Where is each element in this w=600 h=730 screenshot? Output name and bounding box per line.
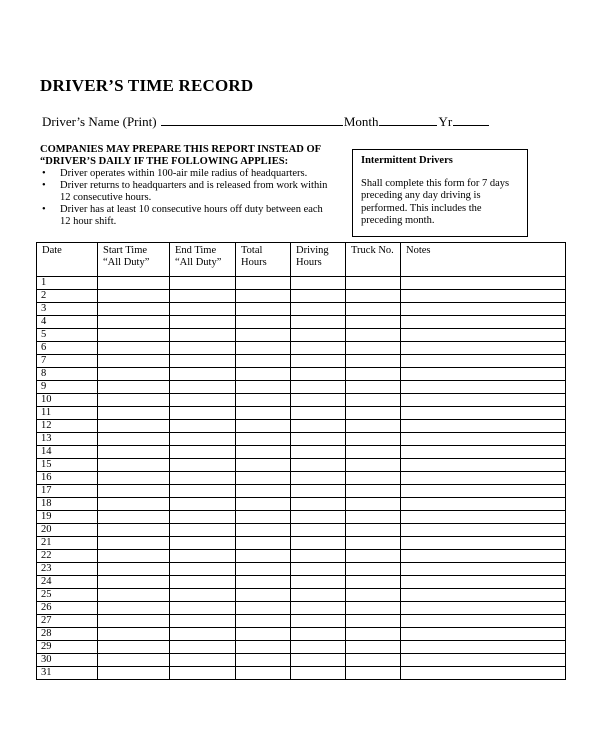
driving-hours-cell[interactable] [291,472,346,485]
notes-cell[interactable] [401,472,566,485]
driving-hours-cell[interactable] [291,485,346,498]
month-field[interactable] [379,113,437,126]
start-time-cell[interactable] [98,277,170,290]
date-cell: 22 [37,550,98,563]
total-hours-cell[interactable] [236,576,291,589]
date-cell: 21 [37,537,98,550]
date-cell: 12 [37,420,98,433]
year-label: Yr [438,114,453,129]
total-hours-cell[interactable] [236,277,291,290]
truck-no-cell[interactable] [346,537,401,550]
table-row [37,407,566,420]
start-time-cell[interactable] [98,576,170,589]
table-row [37,498,566,511]
condition-item [40,204,340,228]
date-cell: 16 [37,472,98,485]
notes-cell[interactable] [401,628,566,641]
date-cell: 20 [37,524,98,537]
date-cell: 25 [37,589,98,602]
header-end-time: End Time “All Duty” [170,243,236,277]
total-hours-cell[interactable] [236,524,291,537]
notes-cell[interactable] [401,602,566,615]
end-time-cell[interactable] [170,277,236,290]
truck-no-cell[interactable] [346,407,401,420]
start-time-cell[interactable] [98,589,170,602]
end-time-cell[interactable] [170,407,236,420]
start-time-cell[interactable] [98,602,170,615]
driving-hours-cell[interactable] [291,459,346,472]
notes-cell[interactable] [401,459,566,472]
start-time-cell[interactable] [98,537,170,550]
table-row [37,394,566,407]
date-cell: 5 [37,329,98,342]
driving-hours-cell[interactable] [291,329,346,342]
total-hours-cell[interactable] [236,472,291,485]
time-record-table [36,242,566,680]
notes-cell[interactable] [401,277,566,290]
truck-no-cell[interactable] [346,277,401,290]
date-cell: 3 [37,303,98,316]
intermittent-drivers-box [352,149,528,237]
date-cell: 17 [37,485,98,498]
header-truck-no: Truck No. [346,243,401,277]
start-time-cell[interactable] [98,303,170,316]
notes-cell[interactable] [401,368,566,381]
date-cell: 30 [37,654,98,667]
driving-hours-cell[interactable] [291,381,346,394]
truck-no-cell[interactable] [346,576,401,589]
page-title: DRIVER’S TIME RECORD [40,76,254,95]
bullet-icon: • [42,168,46,179]
table-row [37,290,566,303]
start-time-cell[interactable] [98,459,170,472]
condition-text: Driver returns to headquarters and is released from work within [60,180,328,191]
total-hours-cell[interactable] [236,485,291,498]
notes-cell[interactable] [401,641,566,654]
end-time-cell[interactable] [170,329,236,342]
notes-cell[interactable] [401,524,566,537]
driver-name-label: Driver’s Name (Print) [42,114,157,129]
end-time-cell[interactable] [170,485,236,498]
date-cell: 11 [37,407,98,420]
end-time-cell[interactable] [170,667,236,680]
end-time-cell[interactable] [170,446,236,459]
notes-cell[interactable] [401,576,566,589]
header-date: Date [37,243,98,277]
notes-cell[interactable] [401,446,566,459]
notes-cell[interactable] [401,485,566,498]
date-cell: 4 [37,316,98,329]
condition-item [40,168,340,180]
truck-no-cell[interactable] [346,329,401,342]
condition-text: 12 hour shift. [60,216,117,227]
start-time-cell[interactable] [98,511,170,524]
date-cell: 15 [37,459,98,472]
total-hours-cell[interactable] [236,615,291,628]
start-time-cell[interactable] [98,485,170,498]
intermittent-text: performed. This includes the [361,202,482,214]
total-hours-cell[interactable] [236,498,291,511]
start-time-cell[interactable] [98,641,170,654]
date-cell: 9 [37,381,98,394]
truck-no-cell[interactable] [346,433,401,446]
truck-no-cell[interactable] [346,459,401,472]
condition-text: Driver operates within 100-air mile radius of headquarters. [60,168,308,179]
end-time-cell[interactable] [170,459,236,472]
driving-hours-cell[interactable] [291,303,346,316]
start-time-cell[interactable] [98,355,170,368]
bullet-icon: • [42,180,46,191]
driver-info-line [42,113,490,130]
end-time-cell[interactable] [170,550,236,563]
total-hours-cell[interactable] [236,641,291,654]
table-row [37,342,566,355]
year-field[interactable] [453,113,489,126]
notes-cell[interactable] [401,589,566,602]
driving-hours-cell[interactable] [291,290,346,303]
driving-hours-cell[interactable] [291,524,346,537]
start-time-cell[interactable] [98,290,170,303]
date-cell: 29 [37,641,98,654]
month-label: Month [343,114,379,129]
end-time-cell[interactable] [170,381,236,394]
eligibility-notice [40,144,340,228]
start-time-cell[interactable] [98,498,170,511]
table-row [37,602,566,615]
date-cell: 26 [37,602,98,615]
total-hours-cell[interactable] [236,511,291,524]
driving-hours-cell[interactable] [291,433,346,446]
table-row [37,563,566,576]
driving-hours-cell[interactable] [291,342,346,355]
notes-cell[interactable] [401,511,566,524]
end-time-cell[interactable] [170,355,236,368]
start-time-cell[interactable] [98,420,170,433]
header-notes: Notes [401,243,566,277]
end-time-cell[interactable] [170,537,236,550]
truck-no-cell[interactable] [346,316,401,329]
start-time-cell[interactable] [98,394,170,407]
end-time-cell[interactable] [170,641,236,654]
start-time-cell[interactable] [98,316,170,329]
driver-name-field[interactable] [161,113,343,126]
table-row [37,420,566,433]
condition-item [40,180,340,204]
driving-hours-cell[interactable] [291,316,346,329]
end-time-cell[interactable] [170,433,236,446]
bullet-icon: • [42,204,46,215]
start-time-cell[interactable] [98,446,170,459]
table-row [37,277,566,290]
total-hours-cell[interactable] [236,381,291,394]
total-hours-cell[interactable] [236,407,291,420]
end-time-cell[interactable] [170,303,236,316]
truck-no-cell[interactable] [346,615,401,628]
truck-no-cell[interactable] [346,511,401,524]
date-cell: 7 [37,355,98,368]
table-row [37,472,566,485]
table-row [37,316,566,329]
end-time-cell[interactable] [170,394,236,407]
notes-cell[interactable] [401,615,566,628]
driving-hours-cell[interactable] [291,576,346,589]
notes-cell[interactable] [401,420,566,433]
date-cell: 24 [37,576,98,589]
notes-cell[interactable] [401,355,566,368]
truck-no-cell[interactable] [346,550,401,563]
table-row [37,368,566,381]
table-row [37,329,566,342]
table-row [37,628,566,641]
end-time-cell[interactable] [170,498,236,511]
end-time-cell[interactable] [170,563,236,576]
notes-cell[interactable] [401,433,566,446]
total-hours-cell[interactable] [236,537,291,550]
notes-cell[interactable] [401,342,566,355]
table-row [37,524,566,537]
driving-hours-cell[interactable] [291,589,346,602]
truck-no-cell[interactable] [346,381,401,394]
total-hours-cell[interactable] [236,420,291,433]
notes-cell[interactable] [401,407,566,420]
start-time-cell[interactable] [98,654,170,667]
table-row [37,355,566,368]
driving-hours-cell[interactable] [291,420,346,433]
table-row [37,576,566,589]
truck-no-cell[interactable] [346,498,401,511]
truck-no-cell[interactable] [346,654,401,667]
date-cell: 28 [37,628,98,641]
driving-hours-cell[interactable] [291,355,346,368]
truck-no-cell[interactable] [346,641,401,654]
driving-hours-cell[interactable] [291,628,346,641]
notice-heading-line: “DRIVER’S DAILY IF THE FOLLOWING APPLIES: [40,156,289,167]
truck-no-cell[interactable] [346,589,401,602]
truck-no-cell[interactable] [346,420,401,433]
header-driving-hours: Driving Hours [291,243,346,277]
table-row [37,654,566,667]
total-hours-cell[interactable] [236,602,291,615]
truck-no-cell[interactable] [346,303,401,316]
total-hours-cell[interactable] [236,628,291,641]
table-row [37,667,566,680]
end-time-cell[interactable] [170,290,236,303]
intermittent-text: preceding month. [361,215,435,226]
end-time-cell[interactable] [170,628,236,641]
table-row [37,446,566,459]
total-hours-cell[interactable] [236,303,291,316]
table-header-row [37,243,566,277]
driving-hours-cell[interactable] [291,368,346,381]
start-time-cell[interactable] [98,550,170,563]
truck-no-cell[interactable] [346,628,401,641]
table-row [37,303,566,316]
condition-list [40,168,340,228]
table-row [37,537,566,550]
date-cell: 2 [37,290,98,303]
table-row [37,511,566,524]
end-time-cell[interactable] [170,472,236,485]
total-hours-cell[interactable] [236,342,291,355]
truck-no-cell[interactable] [346,355,401,368]
intermittent-text: preceding any day driving is [361,190,481,201]
end-time-cell[interactable] [170,342,236,355]
truck-no-cell[interactable] [346,290,401,303]
truck-no-cell[interactable] [346,563,401,576]
notes-cell[interactable] [401,290,566,303]
table-row [37,485,566,498]
notes-cell[interactable] [401,303,566,316]
truck-no-cell[interactable] [346,342,401,355]
notes-cell[interactable] [401,667,566,680]
start-time-cell[interactable] [98,433,170,446]
table-row [37,641,566,654]
start-time-cell[interactable] [98,667,170,680]
table-row [37,550,566,563]
table-row [37,433,566,446]
truck-no-cell[interactable] [346,368,401,381]
start-time-cell[interactable] [98,342,170,355]
date-cell: 8 [37,368,98,381]
notes-cell[interactable] [401,381,566,394]
driving-hours-cell[interactable] [291,394,346,407]
condition-text: 12 consecutive hours. [60,192,152,203]
total-hours-cell[interactable] [236,290,291,303]
total-hours-cell[interactable] [236,550,291,563]
end-time-cell[interactable] [170,589,236,602]
start-time-cell[interactable] [98,563,170,576]
table-row [37,459,566,472]
date-cell: 10 [37,394,98,407]
driving-hours-cell[interactable] [291,550,346,563]
total-hours-cell[interactable] [236,563,291,576]
notes-cell[interactable] [401,316,566,329]
total-hours-cell[interactable] [236,589,291,602]
table-row [37,589,566,602]
date-cell: 23 [37,563,98,576]
total-hours-cell[interactable] [236,446,291,459]
notice-heading [40,144,340,168]
driving-hours-cell[interactable] [291,615,346,628]
notice-heading-line: COMPANIES MAY PREPARE THIS REPORT INSTEAD OF [40,144,322,155]
notes-cell[interactable] [401,329,566,342]
date-cell: 19 [37,511,98,524]
driving-hours-cell[interactable] [291,277,346,290]
end-time-cell[interactable] [170,420,236,433]
end-time-cell[interactable] [170,602,236,615]
notes-cell[interactable] [401,394,566,407]
driving-hours-cell[interactable] [291,537,346,550]
date-cell: 14 [37,446,98,459]
notes-cell[interactable] [401,563,566,576]
driving-hours-cell[interactable] [291,563,346,576]
driving-hours-cell[interactable] [291,446,346,459]
table-body [37,277,566,680]
total-hours-cell[interactable] [236,355,291,368]
total-hours-cell[interactable] [236,368,291,381]
truck-no-cell[interactable] [346,485,401,498]
end-time-cell[interactable] [170,316,236,329]
driving-hours-cell[interactable] [291,498,346,511]
header-start-time: Start Time “All Duty” [98,243,170,277]
driving-hours-cell[interactable] [291,511,346,524]
start-time-cell[interactable] [98,329,170,342]
start-time-cell[interactable] [98,368,170,381]
condition-text: Driver has at least 10 consecutive hours off duty between each [60,204,323,215]
driving-hours-cell[interactable] [291,641,346,654]
intermittent-heading: Intermittent Drivers [361,155,453,166]
date-cell: 27 [37,615,98,628]
notes-cell[interactable] [401,550,566,563]
date-cell: 1 [37,277,98,290]
header-total-hours: Total Hours [236,243,291,277]
total-hours-cell[interactable] [236,433,291,446]
truck-no-cell[interactable] [346,667,401,680]
date-cell: 6 [37,342,98,355]
truck-no-cell[interactable] [346,472,401,485]
table-row [37,381,566,394]
end-time-cell[interactable] [170,654,236,667]
notes-cell[interactable] [401,654,566,667]
total-hours-cell[interactable] [236,667,291,680]
total-hours-cell[interactable] [236,329,291,342]
total-hours-cell[interactable] [236,316,291,329]
start-time-cell[interactable] [98,381,170,394]
driving-hours-cell[interactable] [291,407,346,420]
driving-hours-cell[interactable] [291,602,346,615]
truck-no-cell[interactable] [346,446,401,459]
end-time-cell[interactable] [170,368,236,381]
notes-cell[interactable] [401,537,566,550]
end-time-cell[interactable] [170,615,236,628]
start-time-cell[interactable] [98,407,170,420]
notes-cell[interactable] [401,498,566,511]
truck-no-cell[interactable] [346,602,401,615]
total-hours-cell[interactable] [236,394,291,407]
truck-no-cell[interactable] [346,394,401,407]
date-cell: 18 [37,498,98,511]
driving-hours-cell[interactable] [291,667,346,680]
start-time-cell[interactable] [98,628,170,641]
intermittent-text: Shall complete this form for 7 days [361,177,510,189]
date-cell: 13 [37,433,98,446]
table-row [37,615,566,628]
driving-hours-cell[interactable] [291,654,346,667]
end-time-cell[interactable] [170,511,236,524]
start-time-cell[interactable] [98,615,170,628]
truck-no-cell[interactable] [346,524,401,537]
total-hours-cell[interactable] [236,459,291,472]
date-cell: 31 [37,667,98,680]
end-time-cell[interactable] [170,524,236,537]
start-time-cell[interactable] [98,472,170,485]
start-time-cell[interactable] [98,524,170,537]
end-time-cell[interactable] [170,576,236,589]
total-hours-cell[interactable] [236,654,291,667]
